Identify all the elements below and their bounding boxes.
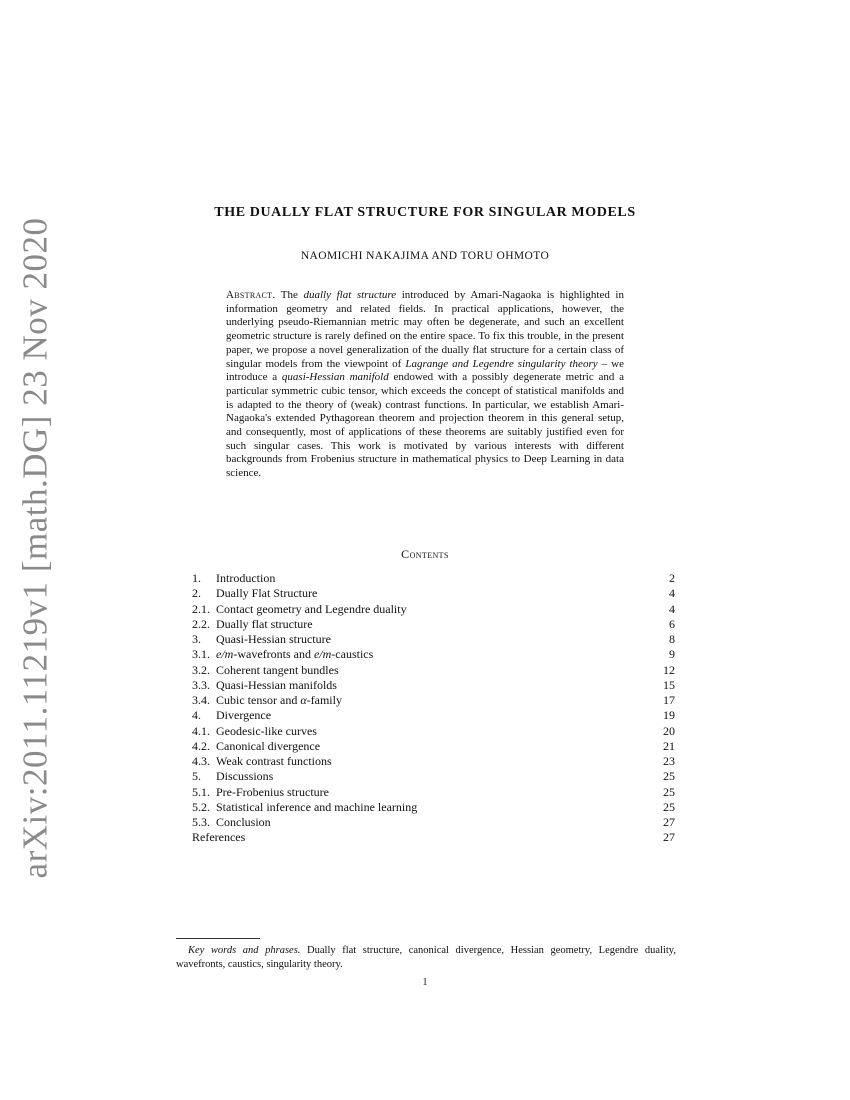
toc-entry-page: 27	[663, 815, 675, 829]
toc-entry[interactable]	[192, 815, 675, 830]
footnote-rule	[176, 938, 260, 939]
toc-entry-number: 4.2.	[192, 738, 210, 753]
toc-entry[interactable]	[192, 739, 675, 754]
toc-entry-title	[192, 754, 332, 769]
toc-entry[interactable]	[192, 693, 675, 708]
toc-entry-title	[192, 602, 407, 617]
toc-entry-text: Contact geometry and Legendre duality	[216, 601, 407, 616]
toc-entry-title	[192, 571, 275, 586]
toc-entry-number: 3.4.	[192, 693, 210, 707]
table-of-contents	[192, 571, 675, 846]
toc-entry-title	[192, 693, 342, 708]
toc-entry-number: 4.1.	[192, 723, 210, 738]
toc-entry-number: 1.	[192, 571, 201, 585]
toc-entry-page: 27	[663, 830, 675, 845]
toc-entry-text: Cubic tensor and	[216, 693, 301, 707]
toc-entry[interactable]	[192, 769, 675, 784]
toc-entry[interactable]	[192, 617, 675, 632]
toc-entry-page: 25	[663, 784, 675, 799]
abstract-emphasis-3: quasi-Hessian manifold	[281, 371, 389, 384]
toc-entry-page: 2	[669, 571, 675, 585]
toc-entry-title	[192, 830, 245, 845]
toc-entry-text: Geodesic-like curves	[216, 723, 317, 738]
toc-entry-math: e/m	[313, 647, 332, 662]
toc-entry-text: Quasi-Hessian structure	[216, 632, 331, 646]
toc-entry-number: 3.3.	[192, 677, 210, 692]
paper-authors: NAOMICHI NAKAJIMA AND TORU OHMOTO	[300, 250, 550, 262]
toc-entry-title	[192, 785, 329, 800]
toc-entry-number: 4.	[192, 708, 201, 723]
toc-entry-page: 4	[669, 586, 675, 601]
toc-entry[interactable]	[192, 785, 675, 800]
toc-entry-title	[192, 678, 337, 693]
footnote	[176, 944, 676, 972]
toc-entry-title	[192, 632, 331, 647]
toc-entry-page: 25	[663, 769, 675, 784]
toc-entry-title	[192, 617, 313, 632]
toc-entry[interactable]	[192, 800, 675, 815]
abstract-text-4: endowed with a possibly degenerate metric and a particular symmetric cubic tensor, which exceeds the concept of statistical manifolds and is adapted to the theory of (weak) contrast functions. In particular, we establish Amari-Nagaoka's extended Pythagorean theorem and projection theorem in this general setup, and consequently, most of applications of these theorems are suitably justified even for such singular cases. This work is motivated by various interests with different backgrounds from Frobenius structure in mathematical physics to Deep Learning in data science.	[226, 371, 625, 480]
toc-entry-text: Canonical divergence	[216, 738, 321, 753]
toc-entry-number: 5.3.	[192, 815, 210, 829]
toc-entry-title	[192, 663, 339, 678]
toc-entry[interactable]	[192, 632, 675, 647]
toc-entry-text: -family	[306, 693, 342, 707]
toc-entry-title	[192, 815, 271, 830]
toc-entry-text: References	[192, 830, 246, 845]
toc-entry-math: e/m	[216, 647, 234, 662]
toc-entry-title	[192, 647, 373, 662]
arxiv-identifier: arXiv:2011.11219v1 [math.DG] 23 Nov 2020	[15, 217, 54, 878]
toc-entry-text: Dually flat structure	[216, 616, 313, 631]
toc-entry-text: -wavefronts and	[233, 647, 314, 662]
toc-entry-text: Weak contrast functions	[216, 754, 332, 768]
toc-entry[interactable]	[192, 754, 675, 769]
footnote-label: Key words and phrases.	[188, 945, 301, 956]
toc-entry[interactable]	[192, 647, 675, 662]
footnote-text: Dually flat structure, canonical divergence, Hessian geometry, Legendre duality, wavefronts, caustics, singularity theory.	[176, 945, 677, 970]
toc-entry-page: 19	[663, 708, 675, 723]
abstract-text-1: The	[275, 289, 304, 301]
toc-entry-page: 9	[669, 647, 675, 662]
toc-entry-number: 3.2.	[192, 662, 210, 677]
toc-entry-page: 6	[669, 616, 675, 631]
abstract-label: Abstract.	[226, 289, 276, 301]
toc-entry-page: 4	[669, 601, 675, 616]
toc-entry-title	[192, 800, 417, 815]
toc-entry-text: Pre-Frobenius structure	[216, 784, 329, 799]
abstract-emphasis-1: dually flat structure	[303, 289, 397, 301]
paper-title: THE DUALLY FLAT STRUCTURE FOR SINGULAR MODELS	[214, 205, 636, 220]
toc-entry-text: Coherent tangent bundles	[216, 662, 339, 677]
toc-entry-number: 5.	[192, 769, 201, 784]
toc-entry-text: Statistical inference and machine learning	[216, 799, 418, 814]
toc-entry-number: 3.	[192, 632, 201, 646]
toc-entry-number: 2.2.	[192, 616, 210, 631]
toc-entry-page: 25	[663, 799, 675, 814]
abstract-text-3: – we introduce a	[226, 357, 624, 384]
toc-entry-title	[192, 739, 320, 754]
toc-entry-number: 5.2.	[192, 799, 210, 814]
toc-entry-text: Conclusion	[216, 815, 271, 829]
toc-entry-page: 23	[663, 754, 675, 768]
toc-entry-title	[192, 724, 317, 739]
toc-entry-text: Dually Flat Structure	[216, 586, 318, 601]
toc-entry-page: 12	[663, 662, 675, 677]
abstract-text-2: introduced by Amari-Nagaoka is highlighted in information geometry and related fields. In practical applications, however, the underlying pseudo-Riemannian metric may often be degenerate, and such an excellent geometric structure is rarely defined on the entire space. To fix this trouble, in the present paper, we propose a novel generalization of the dually flat structure for a certain class of singular models from the viewpoint of	[226, 289, 624, 370]
toc-entry-text: Introduction	[216, 571, 276, 585]
toc-entry[interactable]	[192, 663, 675, 678]
page-number: 1	[422, 977, 428, 988]
toc-entry-text: Quasi-Hessian manifolds	[216, 677, 337, 692]
toc-entry-page: 21	[663, 738, 675, 753]
abstract-emphasis-2: Lagrange and Legendre singularity theory	[405, 357, 598, 370]
toc-entry-page: 8	[669, 632, 675, 646]
toc-entry[interactable]	[192, 602, 675, 617]
toc-entry-page: 20	[663, 723, 675, 738]
toc-entry-page: 15	[663, 677, 675, 692]
toc-entry-page: 17	[663, 693, 675, 707]
toc-entry[interactable]	[192, 724, 675, 739]
toc-entry-text: Divergence	[216, 708, 272, 723]
toc-entry[interactable]	[192, 571, 675, 586]
toc-entry[interactable]	[192, 830, 675, 845]
toc-entry-number: 3.1.	[192, 647, 210, 662]
toc-entry-number: 5.1.	[192, 784, 210, 799]
toc-entry-title	[192, 586, 317, 601]
contents-heading: Contents	[401, 547, 449, 561]
toc-entry-title	[192, 769, 273, 784]
toc-entry[interactable]	[192, 678, 675, 693]
toc-entry[interactable]	[192, 586, 675, 601]
toc-entry-math: α	[300, 693, 307, 707]
toc-entry-text: -caustics	[331, 647, 374, 662]
abstract	[226, 289, 624, 481]
toc-entry-text: Discussions	[216, 769, 274, 784]
toc-entry[interactable]	[192, 708, 675, 723]
toc-entry-number: 2.	[192, 586, 201, 601]
toc-entry-number: 2.1.	[192, 601, 210, 616]
toc-entry-number: 4.3.	[192, 754, 210, 768]
toc-entry-title	[192, 708, 271, 723]
